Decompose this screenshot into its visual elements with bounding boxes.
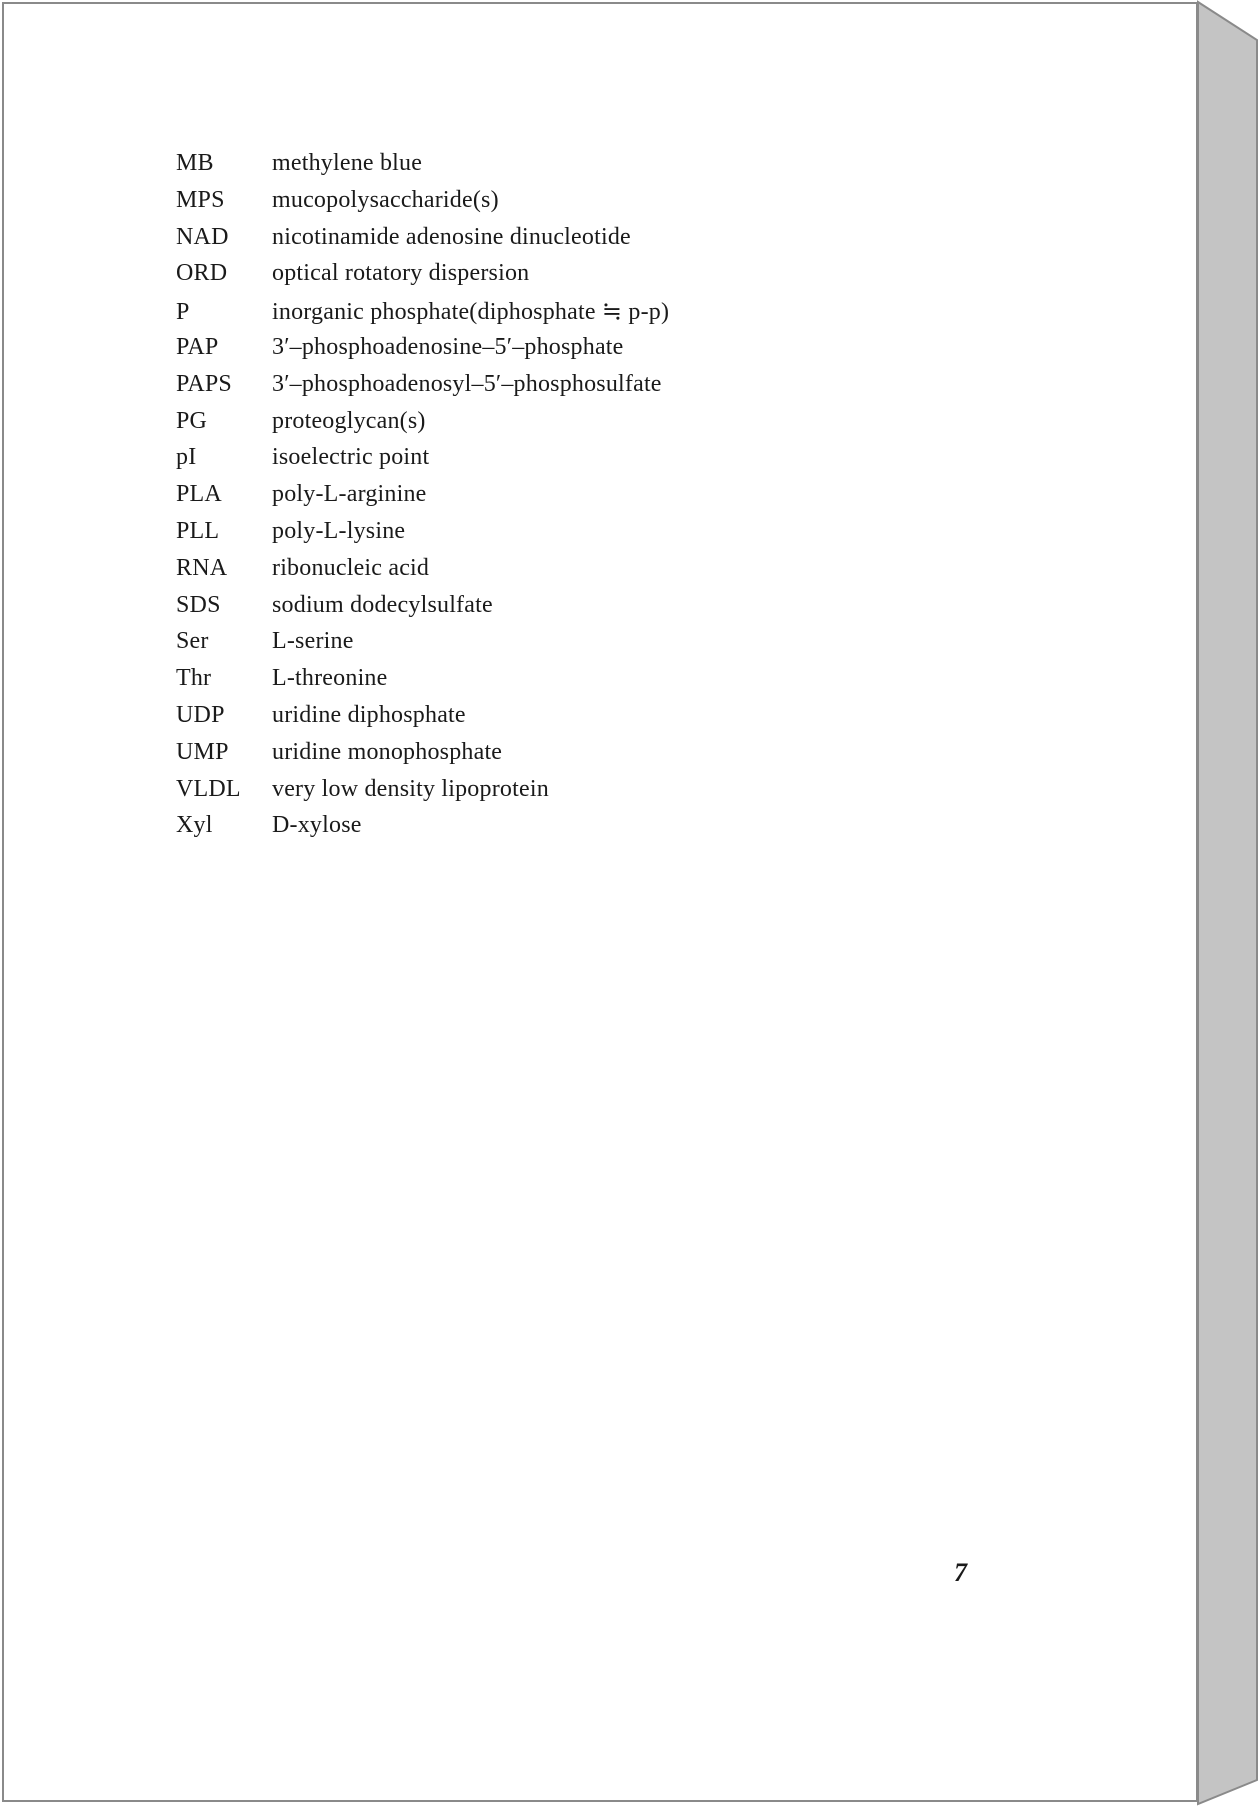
abbreviation-term: Xyl (176, 812, 213, 839)
list-item (176, 444, 876, 481)
page-edge-shape (1198, 2, 1257, 1804)
list-item (176, 187, 876, 224)
abbreviation-term: pI (176, 444, 197, 471)
abbreviation-definition: poly-L-lysine (272, 517, 406, 544)
abbreviation-definition: very low density lipoprotein (272, 775, 549, 802)
list-item (176, 481, 876, 518)
abbreviation-term: NAD (176, 223, 229, 250)
list-item (176, 371, 876, 408)
list-item (176, 812, 876, 849)
abbreviation-definition: 3′–phosphoadenosine–5′–phosphate (272, 333, 624, 360)
abbreviation-definition: uridine diphosphate (272, 701, 466, 728)
abbreviation-term: Thr (176, 665, 212, 692)
list-item (176, 702, 876, 739)
list-item (176, 260, 876, 297)
abbreviation-term: MPS (176, 186, 225, 213)
list-item (176, 592, 876, 629)
list-item (176, 518, 876, 555)
list-item (176, 297, 876, 334)
list-item (176, 224, 876, 261)
abbreviation-definition: isoelectric point (272, 444, 430, 471)
abbreviation-definition: poly-L-arginine (272, 481, 427, 508)
abbreviation-term: SDS (176, 591, 221, 618)
abbreviation-definition: optical rotatory dispersion (272, 260, 530, 287)
abbreviation-term: PAP (176, 333, 219, 360)
abbreviation-definition: uridine monophosphate (272, 738, 503, 765)
abbreviation-definition: sodium dodecylsulfate (272, 591, 493, 618)
abbreviation-term: PAPS (176, 370, 232, 397)
list-item (176, 776, 876, 813)
abbreviation-definition: ribonucleic acid (272, 554, 430, 581)
abbreviation-term: P (176, 299, 190, 326)
list-item (176, 408, 876, 445)
list-item (176, 665, 876, 702)
abbreviation-definition: L-serine (272, 628, 354, 655)
abbreviation-definition: inorganic phosphate(diphosphate ≒ p-p) (272, 299, 670, 326)
abbreviation-definition: D-xylose (272, 812, 362, 839)
list-item (176, 334, 876, 371)
list-item (176, 739, 876, 776)
abbreviation-definition: nicotinamide adenosine dinucleotide (272, 223, 631, 250)
list-item (176, 555, 876, 592)
abbreviation-term: UMP (176, 738, 229, 765)
abbreviation-term: PG (176, 407, 208, 434)
abbreviation-term: VLDL (176, 775, 241, 802)
abbreviation-list (176, 150, 876, 849)
abbreviation-term: ORD (176, 260, 228, 287)
list-item (176, 628, 876, 665)
abbreviation-definition: methylene blue (272, 150, 423, 176)
abbreviation-term: PLL (176, 517, 220, 544)
abbreviation-term: RNA (176, 554, 228, 581)
abbreviation-definition: proteoglycan(s) (272, 407, 426, 434)
list-item (176, 150, 876, 187)
abbreviation-term: Ser (176, 628, 209, 655)
abbreviation-term: PLA (176, 481, 222, 508)
abbreviation-term: MB (176, 150, 214, 176)
abbreviation-definition: 3′–phosphoadenosyl–5′–phosphosulfate (272, 370, 662, 397)
abbreviation-term: UDP (176, 701, 225, 728)
abbreviation-definition: L-threonine (272, 665, 388, 692)
page-number: 7 (954, 1558, 967, 1587)
abbreviation-definition: mucopolysaccharide(s) (272, 186, 499, 213)
